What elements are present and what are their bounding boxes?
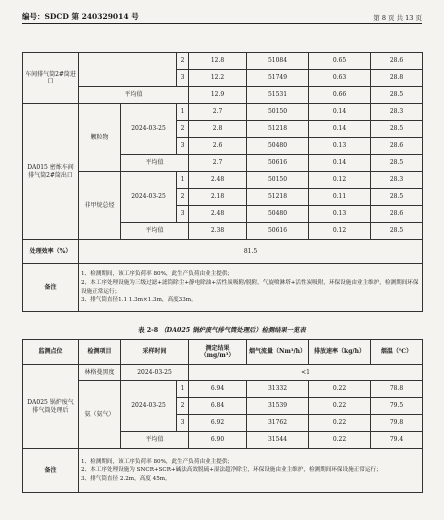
table-caption: 表 2-8 （DA025 锅炉废气排气筒处理后）检测结果一览表 (138, 327, 306, 334)
table-row: 2 2.8 51218 0.14 28.5 (23, 121, 423, 138)
table-header-row: 监测点位 检测项目 采样时间 测定结果（mg/m³） 烟气流量（Nm³/h） 排放速率（kg/h） 烟温（℃） (23, 340, 423, 365)
table-row: 3 2.48 50480 0.13 28.6 (23, 206, 423, 223)
table-row: 3 12.2 51749 0.63 28.8 (23, 70, 423, 87)
remarks-text: 1、检测期间，该工序负荷率 80%，此生产负荷由业主提供； 2、本工序处理设施为 SNCR+SCR+碱法高效脱硫+湿法超净除尘，环保设施由业主维护，检测期间环保设施正常运行； 3、排气筒直径 2.2m，高度 45m。 (79, 449, 423, 493)
average-row: 平均值 2.7 50616 0.14 28.5 (23, 155, 423, 172)
sampling-point-cell: DA015 密炼车间排气筒2#筒出口 (23, 104, 79, 240)
table-row: 2 2.18 51218 0.11 28.5 (23, 189, 423, 206)
table-row: 3 6.92 31762 0.22 79.8 (23, 415, 423, 432)
average-row: 平均值 2.38 50616 0.12 28.5 (23, 223, 423, 240)
page-header (22, 6, 422, 22)
header-divider (22, 23, 422, 24)
pollutant-cell: 颗粒物 (79, 104, 121, 172)
table-row: 非甲烷总烃 2024-03-25 1 2.48 50150 0.12 28.3 (23, 172, 423, 189)
blank-cell (79, 53, 177, 87)
results-table-continued (22, 52, 423, 312)
remarks-row: 备注 1、检测期间，该工序负荷率 80%，此生产负荷由业主提供； 2、本工序处理设施为三级过滤+滤筒除尘+静电除油+活性炭吸附/脱附，气旋喷淋塔+活性炭吸附，环保设施由业主维护，检测期间环保设施正常运行； 3、排气筒直径1.1 1.3m×1.3m，高度33m。 (23, 264, 423, 312)
table-row: 车间排气筒2#筒进口 2 12.8 51084 0.65 28.6 (23, 53, 423, 70)
pollutant-cell: 非甲烷总烃 (79, 172, 121, 240)
page-number: 第 8 页 共 13 页 (373, 14, 422, 22)
remarks-row: 备注 1、检测期间，该工序负荷率 80%，此生产负荷由业主提供； 2、本工序处理设施为 SNCR+SCR+碱法高效脱硫+湿法超净除尘，环保设施由业主维护，检测期间环保设施正常运行； 3、排气筒直径 2.2m，高度 45m。 (23, 449, 423, 493)
pollutant-cell: 氨（氨气） (79, 381, 121, 449)
remarks-text: 1、检测期间，该工序负荷率 80%，此生产负荷由业主提供； 2、本工序处理设施为三级过滤+滤筒除尘+静电除油+活性炭吸附/脱附，气旋喷淋塔+活性炭吸附，环保设施由业主维护，检测期间环保设施正常运行； 3、排气筒直径1.1 1.3m×1.3m，高度33m。 (79, 264, 423, 312)
table-row: 氨（氨气） 2024-03-25 1 6.94 31332 0.22 78.8 (23, 381, 423, 398)
average-row: 平均值 12.9 51531 0.66 28.5 (23, 87, 423, 104)
efficiency-row: 处理效率（%） 81.5 (23, 240, 423, 264)
table-row: 3 2.6 50480 0.13 28.6 (23, 138, 423, 155)
sampling-point-cell: 车间排气筒2#筒进口 (23, 53, 79, 104)
table-row: DA015 密炼车间排气筒2#筒出口 颗粒物 2024-03-25 1 2.7 50150 0.14 28.3 (23, 104, 423, 121)
sampling-point-cell: DA025 锅炉废气排气筒处理后 (23, 365, 79, 449)
results-table-da025 (22, 339, 423, 493)
table-row: 2 6.84 31539 0.22 79.5 (23, 398, 423, 415)
average-row: 平均值 6.90 31544 0.22 79.4 (23, 432, 423, 449)
table-row: DA025 锅炉废气排气筒处理后 林格曼黑度 2024-03-25 <1 (23, 365, 423, 381)
document-number: 编号：SDCD 第 240329014 号 (22, 12, 139, 21)
